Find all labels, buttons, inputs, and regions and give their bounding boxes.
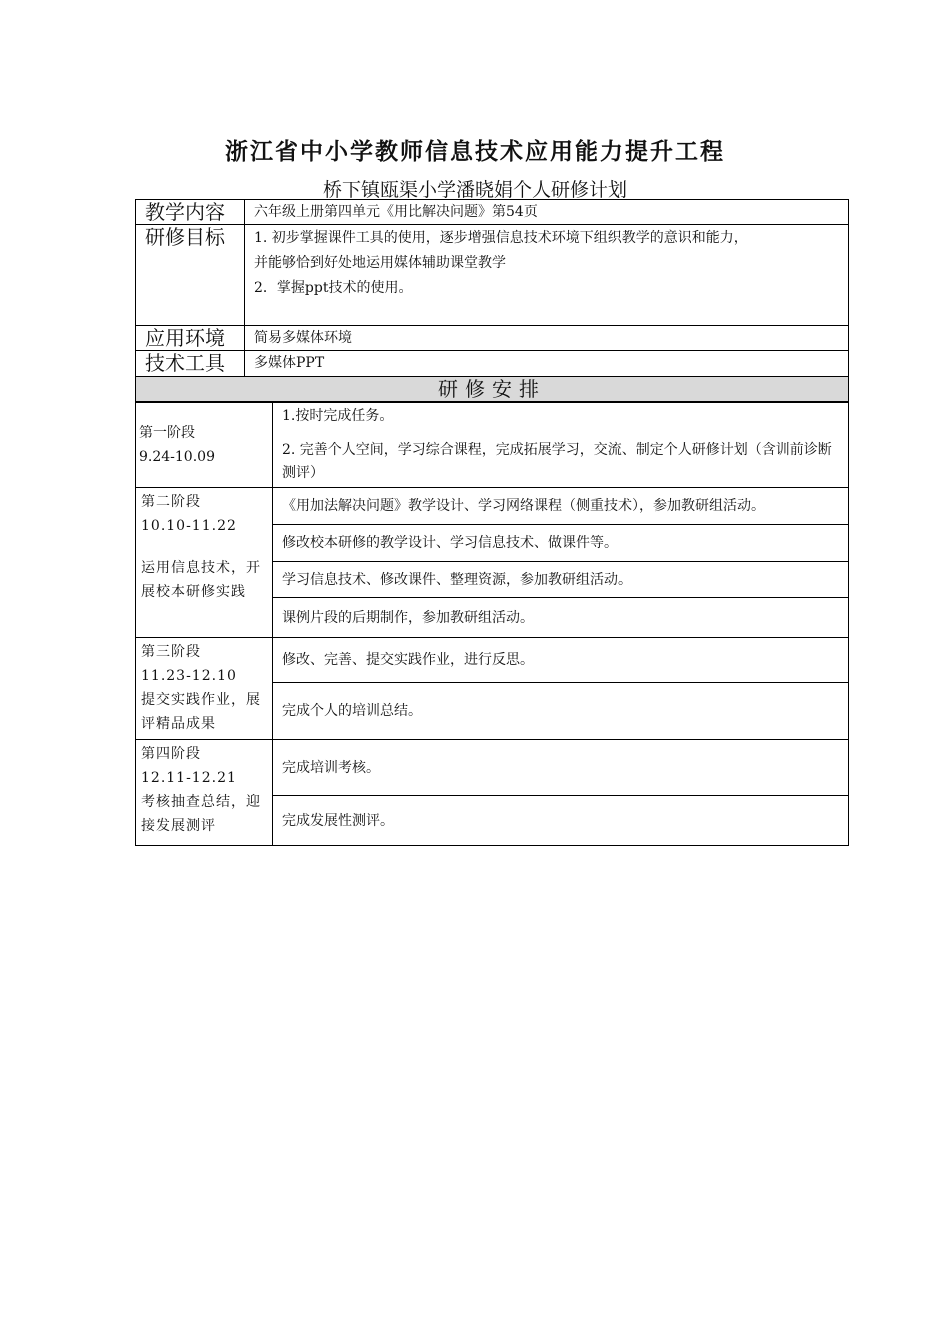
activity-cell: 修改校本研修的教学设计、学习信息技术、做课件等。 — [273, 525, 849, 562]
goal-row — [136, 225, 849, 326]
stage-row — [136, 740, 849, 796]
goal-line: 2．掌握ppt技术的使用。 — [254, 280, 413, 296]
env-label: 应用环境 — [136, 326, 245, 351]
stage-spacer — [141, 538, 268, 556]
stage-name: 第一阶段 — [139, 425, 195, 441]
activity-cell: 完成发展性测评。 — [273, 796, 849, 846]
stage-dates: 12.11-12.21 — [141, 770, 237, 786]
tool-row — [136, 351, 849, 377]
stage-dates: 10.10-11.22 — [141, 518, 237, 534]
goal-line: 1. 初步掌握课件工具的使用，逐步增强信息技术环境下组织教学的意识和能力， — [254, 230, 748, 246]
stage-row — [136, 403, 849, 488]
stage-cell — [136, 403, 273, 488]
stage-dates: 11.23-12.10 — [141, 668, 237, 684]
content-label: 教学内容 — [136, 200, 245, 225]
activity-cell: 修改、完善、提交实践作业，进行反思。 — [273, 638, 849, 683]
schedule-header-row — [136, 377, 849, 402]
activity-cell: 完成个人的培训总结。 — [273, 683, 849, 740]
activity-text: 2. 完善个人空间，学习综合课程，完成拓展学习，交流、制定个人研修计划（含训前诊断测评） — [282, 442, 832, 481]
stage-name: 第四阶段 — [141, 746, 201, 762]
schedule-header: 研修安排 — [136, 377, 849, 402]
activity-text: 1.按时完成任务。 — [282, 408, 394, 424]
activity-cell: 《用加法解决问题》教学设计、学习网络课程（侧重技术），参加教研组活动。 — [273, 488, 849, 525]
content-row — [136, 200, 849, 225]
stage-row — [136, 488, 849, 525]
env-value: 简易多媒体环境 — [245, 326, 849, 351]
activity-cell: 完成培训考核。 — [273, 740, 849, 796]
goal-line: 并能够恰到好处地运用媒体辅助课堂教学 — [254, 255, 506, 271]
document-title: 浙江省中小学教师信息技术应用能力提升工程 — [225, 139, 725, 165]
stage-cell — [136, 740, 273, 846]
goal-label: 研修目标 — [136, 225, 245, 326]
schedule-table — [135, 402, 849, 846]
plan-info-table — [135, 199, 849, 402]
stage-cell — [136, 488, 273, 638]
stage-description: 考核抽查总结，迎接发展测评 — [141, 794, 261, 834]
content-value: 六年级上册第四单元《用比解决问题》第54页 — [245, 200, 849, 225]
stage-description: 运用信息技术，开展校本研修实践 — [141, 560, 261, 600]
stage-dates: 9.24-10.09 — [139, 449, 215, 465]
activity-cell: 学习信息技术、修改课件、整理资源，参加教研组活动。 — [273, 562, 849, 598]
activity-cell: 课例片段的后期制作，参加教研组活动。 — [273, 598, 849, 638]
env-row — [136, 326, 849, 351]
tool-value: 多媒体PPT — [245, 351, 849, 377]
document-subtitle: 桥下镇瓯渠小学潘晓娟个人研修计划 — [322, 179, 627, 201]
goal-value — [245, 225, 849, 326]
tool-label: 技术工具 — [136, 351, 245, 377]
stage-name: 第三阶段 — [141, 644, 201, 660]
stage-cell — [136, 638, 273, 740]
stage-name: 第二阶段 — [141, 494, 201, 510]
activity-cell — [273, 403, 849, 488]
stage-description: 提交实践作业，展评精品成果 — [141, 692, 261, 732]
stage-row — [136, 638, 849, 683]
